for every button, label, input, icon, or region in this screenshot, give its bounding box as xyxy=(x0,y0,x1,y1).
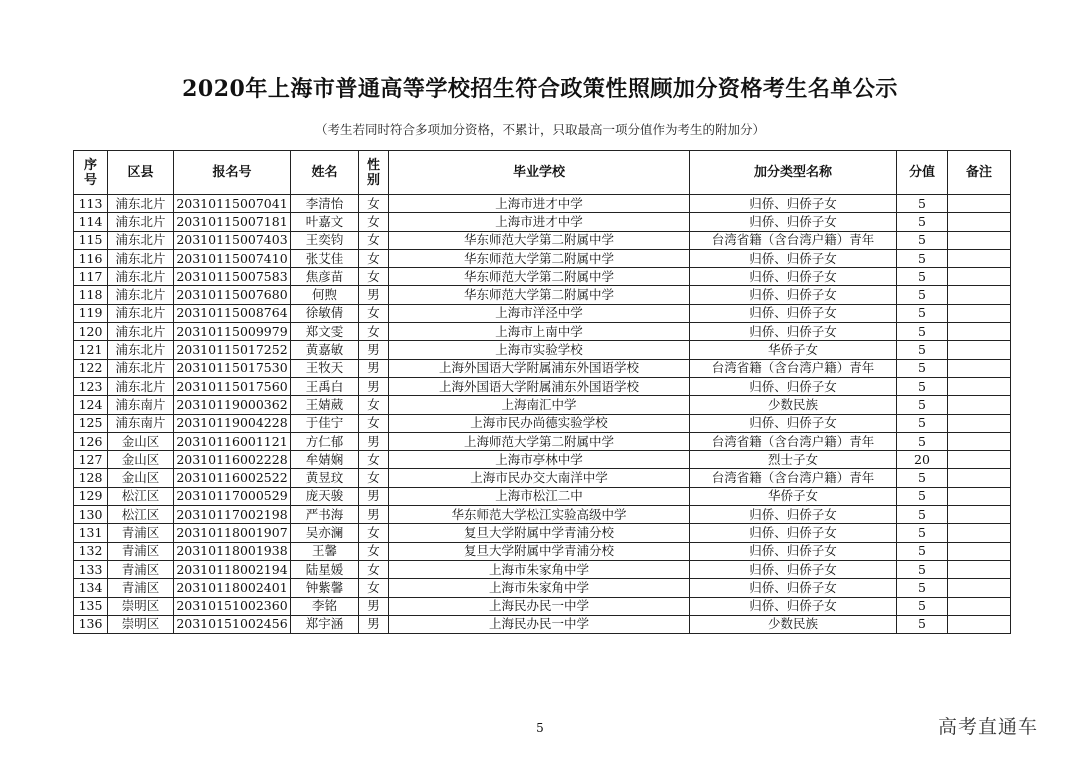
cell-gender: 男 xyxy=(359,615,389,633)
cell-score: 5 xyxy=(897,542,948,560)
cell-name: 陆星媛 xyxy=(291,560,359,578)
cell-bonus-type: 归侨、归侨子女 xyxy=(690,249,897,267)
cell-name: 吴亦澜 xyxy=(291,524,359,542)
cell-remark xyxy=(948,524,1011,542)
watermark: 高考直通车 xyxy=(938,716,1039,738)
cell-district: 松江区 xyxy=(108,487,174,505)
cell-score: 5 xyxy=(897,579,948,597)
cell-remark xyxy=(948,414,1011,432)
cell-name: 郑文雯 xyxy=(291,323,359,341)
cell-school: 上海市实验学校 xyxy=(389,341,690,359)
cell-district: 金山区 xyxy=(108,469,174,487)
cell-seq: 118 xyxy=(74,286,108,304)
table-header-row xyxy=(74,151,1011,195)
cell-remark xyxy=(948,542,1011,560)
table-row xyxy=(74,341,1011,359)
cell-school: 华东师范大学松江实验高级中学 xyxy=(389,506,690,524)
cell-remark xyxy=(948,432,1011,450)
cell-name: 严书海 xyxy=(291,506,359,524)
cell-school: 华东师范大学第二附属中学 xyxy=(389,231,690,249)
cell-district: 浦东北片 xyxy=(108,195,174,213)
cell-bonus-type: 台湾省籍（含台湾户籍）青年 xyxy=(690,469,897,487)
table-row xyxy=(74,414,1011,432)
cell-seq: 127 xyxy=(74,451,108,469)
cell-gender: 男 xyxy=(359,506,389,524)
cell-seq: 114 xyxy=(74,213,108,231)
table-row xyxy=(74,359,1011,377)
cell-reg-no: 20310118001938 xyxy=(174,542,291,560)
cell-district: 青浦区 xyxy=(108,560,174,578)
cell-school: 上海民办民一中学 xyxy=(389,615,690,633)
cell-score: 5 xyxy=(897,231,948,249)
cell-district: 浦东北片 xyxy=(108,341,174,359)
cell-gender: 女 xyxy=(359,323,389,341)
cell-gender: 女 xyxy=(359,213,389,231)
cell-seq: 120 xyxy=(74,323,108,341)
cell-reg-no: 20310119004228 xyxy=(174,414,291,432)
cell-bonus-type: 归侨、归侨子女 xyxy=(690,323,897,341)
table-row xyxy=(74,487,1011,505)
table-row xyxy=(74,469,1011,487)
cell-school: 上海师范大学第二附属中学 xyxy=(389,432,690,450)
cell-gender: 男 xyxy=(359,359,389,377)
cell-bonus-type: 归侨、归侨子女 xyxy=(690,597,897,615)
cell-school: 上海南汇中学 xyxy=(389,396,690,414)
cell-bonus-type: 少数民族 xyxy=(690,396,897,414)
table-row xyxy=(74,377,1011,395)
cell-seq: 119 xyxy=(74,304,108,322)
cell-district: 崇明区 xyxy=(108,615,174,633)
cell-bonus-type: 归侨、归侨子女 xyxy=(690,560,897,578)
cell-remark xyxy=(948,231,1011,249)
cell-gender: 男 xyxy=(359,597,389,615)
cell-score: 5 xyxy=(897,249,948,267)
cell-name: 郑宇涵 xyxy=(291,615,359,633)
cell-seq: 116 xyxy=(74,249,108,267)
cell-bonus-type: 台湾省籍（含台湾户籍）青年 xyxy=(690,432,897,450)
cell-bonus-type: 归侨、归侨子女 xyxy=(690,304,897,322)
cell-remark xyxy=(948,286,1011,304)
cell-gender: 女 xyxy=(359,396,389,414)
cell-school: 上海市洋泾中学 xyxy=(389,304,690,322)
table-row xyxy=(74,451,1011,469)
cell-school: 复旦大学附属中学青浦分校 xyxy=(389,542,690,560)
cell-district: 金山区 xyxy=(108,432,174,450)
cell-gender: 女 xyxy=(359,304,389,322)
cell-reg-no: 20310116002522 xyxy=(174,469,291,487)
cell-reg-no: 20310115007041 xyxy=(174,195,291,213)
cell-score: 5 xyxy=(897,304,948,322)
table-row xyxy=(74,268,1011,286)
cell-seq: 131 xyxy=(74,524,108,542)
cell-seq: 122 xyxy=(74,359,108,377)
cell-seq: 130 xyxy=(74,506,108,524)
cell-remark xyxy=(948,377,1011,395)
cell-remark xyxy=(948,487,1011,505)
cell-bonus-type: 归侨、归侨子女 xyxy=(690,542,897,560)
cell-remark xyxy=(948,597,1011,615)
cell-gender: 女 xyxy=(359,249,389,267)
cell-bonus-type: 少数民族 xyxy=(690,615,897,633)
cell-score: 5 xyxy=(897,359,948,377)
cell-remark xyxy=(948,396,1011,414)
cell-school: 上海市朱家角中学 xyxy=(389,560,690,578)
cell-name: 牟婧娴 xyxy=(291,451,359,469)
cell-school: 上海外国语大学附属浦东外国语学校 xyxy=(389,359,690,377)
cell-school: 上海市松江二中 xyxy=(389,487,690,505)
cell-name: 王禹白 xyxy=(291,377,359,395)
cell-seq: 134 xyxy=(74,579,108,597)
cell-district: 浦东北片 xyxy=(108,249,174,267)
cell-reg-no: 20310151002360 xyxy=(174,597,291,615)
cell-remark xyxy=(948,213,1011,231)
cell-seq: 123 xyxy=(74,377,108,395)
cell-remark xyxy=(948,579,1011,597)
cell-district: 松江区 xyxy=(108,506,174,524)
cell-reg-no: 20310151002456 xyxy=(174,615,291,633)
table-row xyxy=(74,304,1011,322)
cell-reg-no: 20310115007410 xyxy=(174,249,291,267)
cell-seq: 133 xyxy=(74,560,108,578)
cell-reg-no: 20310116001121 xyxy=(174,432,291,450)
cell-remark xyxy=(948,615,1011,633)
cell-school: 复旦大学附属中学青浦分校 xyxy=(389,524,690,542)
cell-school: 上海市亭林中学 xyxy=(389,451,690,469)
cell-seq: 121 xyxy=(74,341,108,359)
cell-name: 叶嘉文 xyxy=(291,213,359,231)
cell-reg-no: 20310118002194 xyxy=(174,560,291,578)
cell-name: 何煦 xyxy=(291,286,359,304)
cell-gender: 女 xyxy=(359,231,389,249)
cell-bonus-type: 归侨、归侨子女 xyxy=(690,524,897,542)
cell-remark xyxy=(948,469,1011,487)
cell-name: 于佳宁 xyxy=(291,414,359,432)
cell-school: 上海市朱家角中学 xyxy=(389,579,690,597)
cell-reg-no: 20310115017560 xyxy=(174,377,291,395)
cell-reg-no: 20310115007680 xyxy=(174,286,291,304)
cell-remark xyxy=(948,249,1011,267)
cell-gender: 男 xyxy=(359,286,389,304)
cell-remark xyxy=(948,560,1011,578)
cell-name: 钟紫馨 xyxy=(291,579,359,597)
cell-district: 浦东北片 xyxy=(108,231,174,249)
cell-gender: 女 xyxy=(359,524,389,542)
cell-score: 5 xyxy=(897,560,948,578)
cell-name: 王牧天 xyxy=(291,359,359,377)
cell-name: 黄嘉敏 xyxy=(291,341,359,359)
cell-bonus-type: 归侨、归侨子女 xyxy=(690,286,897,304)
cell-seq: 128 xyxy=(74,469,108,487)
cell-name: 张艾佳 xyxy=(291,249,359,267)
cell-name: 方仁郁 xyxy=(291,432,359,450)
header-remark: 备注 xyxy=(948,151,1011,195)
cell-seq: 136 xyxy=(74,615,108,633)
page-title: 2020年上海市普通高等学校招生符合政策性照顾加分资格考生名单公示 xyxy=(182,76,898,102)
cell-district: 青浦区 xyxy=(108,542,174,560)
cell-name: 庞天骏 xyxy=(291,487,359,505)
cell-bonus-type: 归侨、归侨子女 xyxy=(690,414,897,432)
cell-seq: 126 xyxy=(74,432,108,450)
table-body xyxy=(74,195,1011,634)
cell-school: 上海外国语大学附属浦东外国语学校 xyxy=(389,377,690,395)
cell-school: 华东师范大学第二附属中学 xyxy=(389,249,690,267)
cell-score: 5 xyxy=(897,487,948,505)
table-row xyxy=(74,597,1011,615)
cell-seq: 113 xyxy=(74,195,108,213)
candidate-table xyxy=(73,150,1011,634)
cell-school: 上海市民办交大南洋中学 xyxy=(389,469,690,487)
table-row xyxy=(74,286,1011,304)
cell-score: 5 xyxy=(897,506,948,524)
cell-reg-no: 20310116002228 xyxy=(174,451,291,469)
cell-district: 青浦区 xyxy=(108,579,174,597)
cell-gender: 女 xyxy=(359,414,389,432)
table-row xyxy=(74,249,1011,267)
cell-seq: 132 xyxy=(74,542,108,560)
table-row xyxy=(74,396,1011,414)
cell-name: 王馨 xyxy=(291,542,359,560)
table-row xyxy=(74,432,1011,450)
cell-reg-no: 20310118001907 xyxy=(174,524,291,542)
cell-bonus-type: 烈士子女 xyxy=(690,451,897,469)
table-row xyxy=(74,560,1011,578)
cell-gender: 女 xyxy=(359,469,389,487)
cell-gender: 女 xyxy=(359,542,389,560)
cell-school: 华东师范大学第二附属中学 xyxy=(389,268,690,286)
cell-score: 20 xyxy=(897,451,948,469)
cell-remark xyxy=(948,341,1011,359)
cell-reg-no: 20310115007181 xyxy=(174,213,291,231)
cell-bonus-type: 归侨、归侨子女 xyxy=(690,195,897,213)
cell-score: 5 xyxy=(897,286,948,304)
cell-bonus-type: 归侨、归侨子女 xyxy=(690,377,897,395)
table-row xyxy=(74,615,1011,633)
cell-name: 王奕钧 xyxy=(291,231,359,249)
cell-district: 浦东北片 xyxy=(108,286,174,304)
cell-score: 5 xyxy=(897,414,948,432)
cell-remark xyxy=(948,304,1011,322)
table-row xyxy=(74,213,1011,231)
cell-remark xyxy=(948,506,1011,524)
cell-district: 浦东北片 xyxy=(108,359,174,377)
cell-reg-no: 20310119000362 xyxy=(174,396,291,414)
cell-district: 浦东北片 xyxy=(108,323,174,341)
table-row xyxy=(74,579,1011,597)
table-row xyxy=(74,323,1011,341)
table-row xyxy=(74,542,1011,560)
header-score: 分值 xyxy=(897,151,948,195)
cell-score: 5 xyxy=(897,615,948,633)
cell-score: 5 xyxy=(897,377,948,395)
page-number: 5 xyxy=(536,721,544,735)
cell-seq: 135 xyxy=(74,597,108,615)
cell-district: 浦东北片 xyxy=(108,268,174,286)
cell-score: 5 xyxy=(897,323,948,341)
cell-score: 5 xyxy=(897,213,948,231)
cell-reg-no: 20310115009979 xyxy=(174,323,291,341)
cell-reg-no: 20310115017252 xyxy=(174,341,291,359)
cell-score: 5 xyxy=(897,432,948,450)
cell-seq: 124 xyxy=(74,396,108,414)
cell-gender: 男 xyxy=(359,432,389,450)
header-bonus-type: 加分类型名称 xyxy=(690,151,897,195)
cell-bonus-type: 归侨、归侨子女 xyxy=(690,213,897,231)
cell-name: 焦彦苗 xyxy=(291,268,359,286)
cell-school: 上海民办民一中学 xyxy=(389,597,690,615)
cell-bonus-type: 归侨、归侨子女 xyxy=(690,506,897,524)
cell-school: 上海市上南中学 xyxy=(389,323,690,341)
cell-name: 王婧葳 xyxy=(291,396,359,414)
cell-district: 崇明区 xyxy=(108,597,174,615)
cell-gender: 男 xyxy=(359,341,389,359)
cell-gender: 女 xyxy=(359,451,389,469)
cell-remark xyxy=(948,451,1011,469)
cell-name: 李清怡 xyxy=(291,195,359,213)
cell-gender: 女 xyxy=(359,579,389,597)
cell-gender: 女 xyxy=(359,560,389,578)
cell-score: 5 xyxy=(897,268,948,286)
header-school: 毕业学校 xyxy=(389,151,690,195)
cell-bonus-type: 归侨、归侨子女 xyxy=(690,268,897,286)
cell-school: 上海市进才中学 xyxy=(389,195,690,213)
table-row xyxy=(74,195,1011,213)
header-name: 姓名 xyxy=(291,151,359,195)
cell-seq: 125 xyxy=(74,414,108,432)
cell-score: 5 xyxy=(897,524,948,542)
cell-reg-no: 20310115017530 xyxy=(174,359,291,377)
table-row xyxy=(74,231,1011,249)
cell-gender: 男 xyxy=(359,377,389,395)
header-gender: 性别 xyxy=(359,151,389,195)
cell-district: 浦东南片 xyxy=(108,414,174,432)
cell-district: 浦东北片 xyxy=(108,213,174,231)
cell-seq: 117 xyxy=(74,268,108,286)
cell-bonus-type: 台湾省籍（含台湾户籍）青年 xyxy=(690,231,897,249)
cell-seq: 129 xyxy=(74,487,108,505)
header-district: 区县 xyxy=(108,151,174,195)
cell-score: 5 xyxy=(897,469,948,487)
cell-district: 青浦区 xyxy=(108,524,174,542)
cell-gender: 女 xyxy=(359,195,389,213)
cell-remark xyxy=(948,195,1011,213)
table-row xyxy=(74,506,1011,524)
cell-school: 上海市进才中学 xyxy=(389,213,690,231)
cell-district: 浦东北片 xyxy=(108,377,174,395)
cell-gender: 女 xyxy=(359,268,389,286)
cell-reg-no: 20310118002401 xyxy=(174,579,291,597)
cell-reg-no: 20310117002198 xyxy=(174,506,291,524)
page-subtitle: （考生若同时符合多项加分资格，不累计，只取最高一项分值作为考生的附加分） xyxy=(314,122,765,137)
cell-score: 5 xyxy=(897,195,948,213)
table-row xyxy=(74,524,1011,542)
cell-remark xyxy=(948,359,1011,377)
cell-bonus-type: 华侨子女 xyxy=(690,487,897,505)
cell-reg-no: 20310115007403 xyxy=(174,231,291,249)
cell-score: 5 xyxy=(897,597,948,615)
cell-district: 金山区 xyxy=(108,451,174,469)
cell-reg-no: 20310115008764 xyxy=(174,304,291,322)
cell-score: 5 xyxy=(897,396,948,414)
cell-name: 徐敏倩 xyxy=(291,304,359,322)
cell-school: 华东师范大学第二附属中学 xyxy=(389,286,690,304)
cell-score: 5 xyxy=(897,341,948,359)
cell-remark xyxy=(948,323,1011,341)
cell-remark xyxy=(948,268,1011,286)
cell-name: 黄昱玟 xyxy=(291,469,359,487)
header-seq: 序号 xyxy=(74,151,108,195)
cell-seq: 115 xyxy=(74,231,108,249)
cell-bonus-type: 台湾省籍（含台湾户籍）青年 xyxy=(690,359,897,377)
cell-district: 浦东南片 xyxy=(108,396,174,414)
cell-school: 上海市民办尚德实验学校 xyxy=(389,414,690,432)
header-reg-no: 报名号 xyxy=(174,151,291,195)
cell-bonus-type: 华侨子女 xyxy=(690,341,897,359)
cell-gender: 男 xyxy=(359,487,389,505)
cell-name: 李铭 xyxy=(291,597,359,615)
cell-district: 浦东北片 xyxy=(108,304,174,322)
cell-reg-no: 20310115007583 xyxy=(174,268,291,286)
cell-bonus-type: 归侨、归侨子女 xyxy=(690,579,897,597)
cell-reg-no: 20310117000529 xyxy=(174,487,291,505)
